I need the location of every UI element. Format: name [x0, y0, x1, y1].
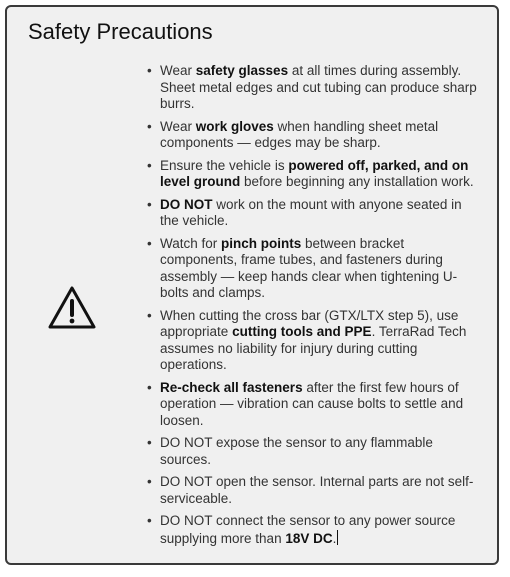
precaution-item [147, 119, 477, 152]
precaution-item [147, 435, 477, 468]
item-text: . TerraRad Tech assumes no liability for injury during cutting operations. [160, 324, 467, 372]
safety-precautions-card [5, 5, 499, 565]
emphasis-text: powered off, parked, and on level ground [160, 157, 469, 189]
item-text: When cutting the cross bar (GTX/LTX step 5), use appropriate [160, 307, 459, 339]
item-text: between bracket components, frame tubes, and fasteners during assembly — keep hands clear when tightening U-bolts and clamps. [160, 235, 458, 300]
item-text: when handling sheet metal components — edges may be sharp. [160, 118, 439, 150]
item-text: Wear [160, 118, 196, 134]
precaution-item [147, 236, 477, 302]
emphasis-text: DO NOT [160, 196, 213, 212]
item-text: after the first few hours of operation — vibration can cause bolts to settle and loosen. [160, 379, 464, 428]
emphasis-text: work gloves [195, 118, 274, 134]
emphasis-text: cutting tools and PPE [232, 324, 372, 339]
precaution-item [147, 63, 477, 113]
precaution-item [147, 158, 477, 191]
text-cursor [337, 530, 338, 545]
item-text: DO NOT expose the sensor to any flammable sources. [160, 435, 433, 467]
item-text: Ensure the vehicle is [160, 157, 289, 173]
precaution-item [147, 380, 477, 430]
precaution-item [147, 474, 477, 507]
precaution-item [147, 308, 477, 374]
item-text: work on the mount with anyone seated in the vehicle. [160, 196, 462, 228]
item-text: Watch for [160, 235, 222, 251]
item-text: DO NOT connect the sensor to any power source supplying more than [160, 513, 456, 546]
item-text: . [332, 530, 337, 546]
emphasis-text: pinch points [221, 235, 302, 251]
item-text: Wear [160, 63, 196, 78]
emphasis-text: Re-check all fasteners [160, 379, 303, 395]
emphasis-text: safety glasses [195, 63, 289, 78]
precautions-list [147, 63, 477, 553]
emphasis-text: 18V DC [285, 530, 333, 546]
section-title: Safety Precautions [28, 19, 213, 44]
item-text: DO NOT open the sensor. Internal parts are not self-serviceable. [160, 474, 474, 506]
warning-triangle-icon [47, 285, 97, 331]
precaution-item [147, 513, 477, 547]
item-text: before beginning any installation work. [240, 174, 474, 189]
item-text: at all times during assembly. Sheet metal edges and cut tubing can produce sharp burrs. [160, 63, 477, 111]
precaution-item [147, 197, 477, 230]
